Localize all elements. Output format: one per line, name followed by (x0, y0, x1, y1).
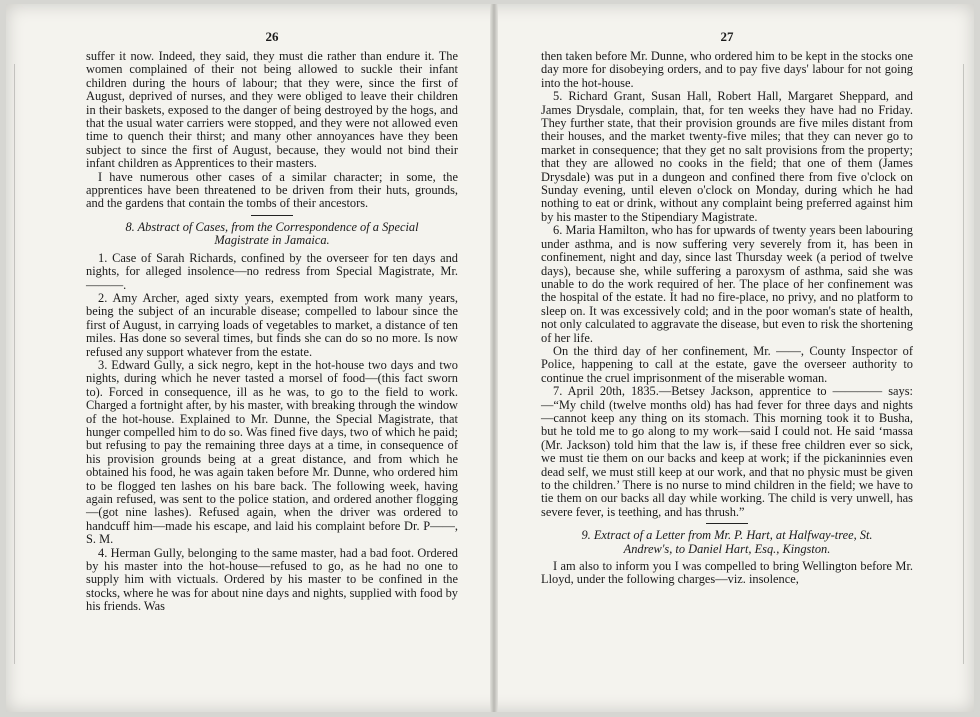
section-heading-line: Magistrate in Jamaica. (214, 233, 330, 248)
case-paragraph: 4. Herman Gully, belonging to the same master, had a bad foot. Ordered by his master into the hot-house—refused to go, as he had no one to supply him with victuals. Ordered by his master to be confined in the stocks, where he was for about nine days and nights, supplied with food by his friends. Was (86, 545, 458, 614)
section-rule (706, 523, 748, 524)
book-gutter (490, 4, 498, 712)
case-paragraph: 1. Case of Sarah Richards, confined by the overseer for ten days and nights, for alleged insolence—no redress from Special Magistrate, Mr. ———. (86, 250, 458, 292)
paragraph: then taken before Mr. Dunne, who ordered him to be kept in the stocks one day more for disobeying orders, and to pay five days' labour for not going into the hot-house. (541, 49, 913, 90)
section-heading (541, 529, 913, 556)
paragraph: I am also to inform you I was compelled to bring Wellington before Mr. Lloyd, under the following charges—viz. insolence, (541, 559, 913, 587)
paragraph: suffer it now. Indeed, they said, they must die rather than endure it. The women complained of their not being allowed to suckle their infant children during the hours of labour; that they were, since the first of August, deprived of nurses, and they were obliged to leave their children in their baskets, exposed to the danger of being destroyed by the hogs, and that the usual water carriers were stopped, and they were not allowed even time to quench their thirst; and many other annoyances have they been subject to since the first of August, because, they would not bind their infant children as Apprentices to their masters. (86, 49, 458, 171)
page-number: 26 (265, 29, 279, 44)
book-spread (6, 4, 974, 712)
case-paragraph: 3. Edward Gully, a sick negro, kept in the hot-house two days and two nights, during which he never tasted a morsel of food—(this fact sworn to). Forced in consequence, ill as he was, to go to the field to work. Charged a fortnight after, by his master, with breaking through the window of the hot-house. Explained to Mr. Dunne, the Special Magistrate, that hunger compelled him to do so. Was fined five days, two of which he paid; but refusing to pay the remaining three days at a time, in consequence of his provision grounds being at a great distance, and from which he obtained his food, he was again taken before Mr. Dunne, who ordered him to be flogged ten lashes on his bare back. The following week, having again refused, was sent to the police station, and ordered another flogging—(got nine lashes). Refused again, when the driver was ordered to handcuff him—made his escape, and laid his complaint before Dr. P——, S. M. (86, 357, 458, 547)
case-paragraph: On the third day of her confinement, Mr. ——, County Inspector of Police, happening to call at the estate, gave the overseer authority to continue the cruel imprisonment of the miserable woman. (541, 343, 913, 385)
section-rule (251, 215, 293, 216)
right-page (541, 30, 913, 587)
case-paragraph: 2. Amy Archer, aged sixty years, exempted from work many years, being the subject of an incurable disease; compelled to labour since the first of August, in carrying loads of vegetables to market, a distance of ten miles. Has done so several times, but finds she can do so no more. Is now refused any support whatever from the estate. (86, 290, 458, 359)
right-page-edge (933, 64, 964, 664)
section-heading-line: Andrew's, to Daniel Hart, Esq., Kingston. (623, 541, 831, 556)
page-number: 27 (720, 29, 734, 44)
case-paragraph: 7. April 20th, 1835.—Betsey Jackson, apprentice to ———— says:—“My child (twelve months old) has had fever for three days and nights—cannot keep any thing on its stomach. This morning took it to Busha, but he told me to go along to my work—said I could not. He said ‘massa (Mr. Jackson) told him that the law is, if these free children ever so sick, we must tie them on our backs and keep at work; if the pickaninnies even dead self, we must still keep at our work, and that no physic must be given to the children.’ There is no nurse to mind children in the field; we have to tie them on our backs all day while working. The child is very unwell, has severe fever, is teething, and has thrush.” (541, 384, 913, 519)
left-page-edge (14, 64, 45, 664)
case-paragraph: 6. Maria Hamilton, who has for upwards of twenty years been labouring under asthma, and is now suffering very severely from it, has been in confinement, night and day, since last Thursday week (a period of twelve days), because she, while suffering a paroxysm of asthma, said she was unable to do the work required of her. The place of her confinement was the hospital of the estate. It had no fire-place, no privy, and no platform to sleep on. It was excessively cold; and in the poor woman's state of health, not only calculated to aggravate the disease, but even to risk the shortening of her life. (541, 223, 913, 345)
case-paragraph: 5. Richard Grant, Susan Hall, Robert Hall, Margaret Sheppard, and James Drysdale, complain, that, for ten weeks they have had no Friday. They further state, that their provision grounds are five miles distant from their houses, and the market twenty-five miles; that they can never go to market in consequence; that they get no salt provisions from the property; that they are allowed no cooks in the field; that one of them (James Drysdale) was put in a dungeon and confined there from five o'clock on Sunday evening, until eleven o'clock on Monday, during which he had nothing to eat or drink, without any complaint being preferred against him by his master to the Stipendiary Magistrate. (541, 89, 913, 224)
paragraph: I have numerous other cases of a similar character; in some, the apprentices have been threatened to be driven from their huts, grounds, and the gardens that contain the tombs of their ancestors. (86, 169, 458, 211)
section-heading-line: 8. Abstract of Cases, from the Correspondence of a Special (125, 219, 419, 234)
left-page (86, 30, 458, 614)
section-heading-line: 9. Extract of a Letter from Mr. P. Hart, at Halfway-tree, St. (581, 528, 873, 543)
section-heading (86, 221, 458, 248)
